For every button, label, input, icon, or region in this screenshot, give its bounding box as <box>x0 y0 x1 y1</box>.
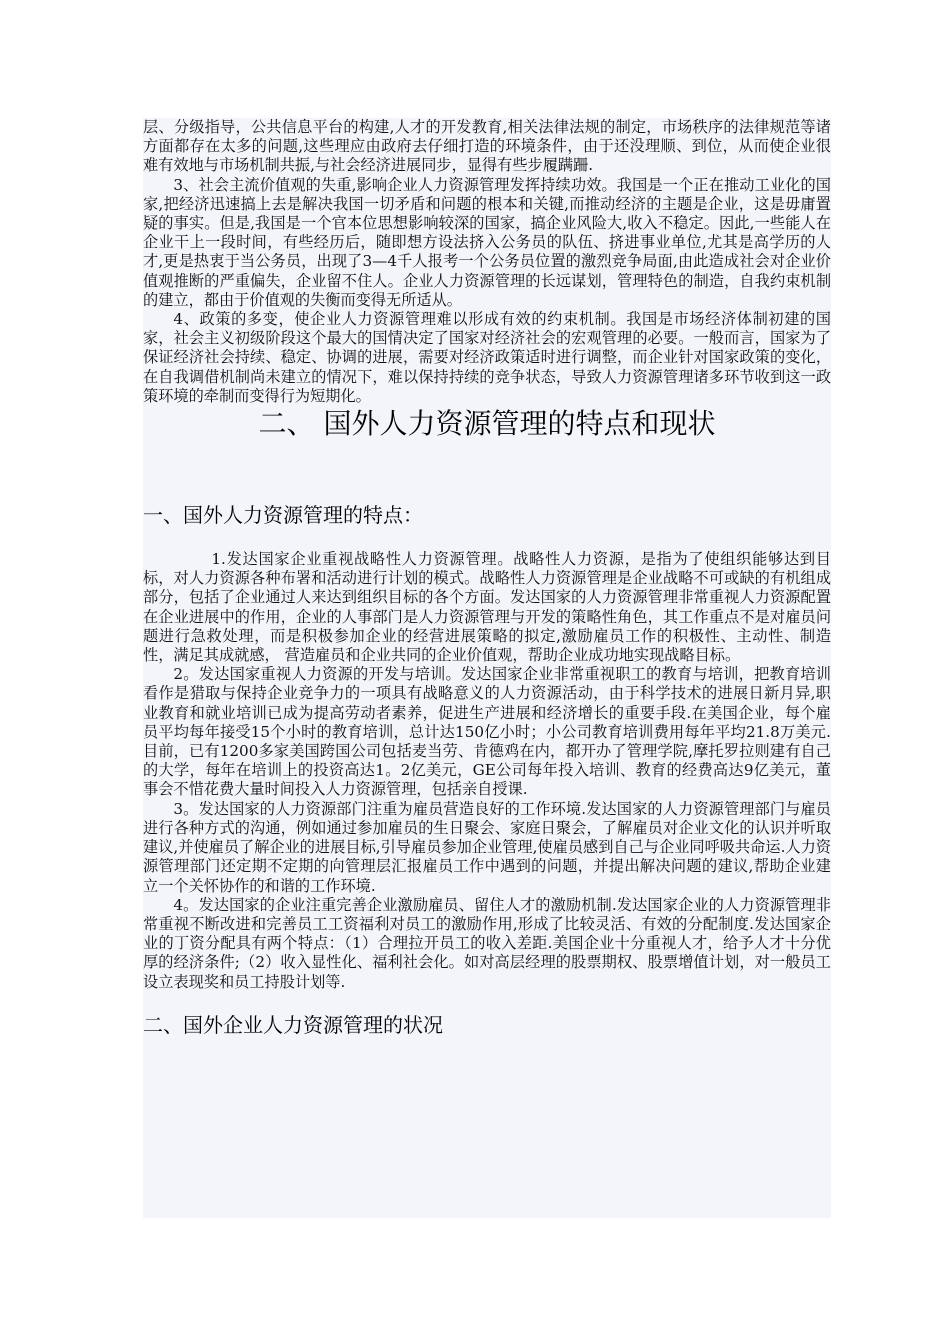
document-body <box>143 118 831 1218</box>
paragraph-policy-changes: 4、政策的多变，使企业人力资源管理难以形成有效的约束机制。我国是市场经济体制初建的国家，社会主义初级阶段这个最大的国情决定了国家对经济社会的宏观管理的必要。一般而言，国家为了保证经济社会持续、稳定、协调的进展，需要对经济政策适时进行调整，而企业针对国家政策的变化，在自我调借机制尚未建立的情况下，难以保持持续的竞争状态，导致人力资源管理诸多环节收到这一政策环境的牵制而变得行为短期化。 <box>143 310 831 405</box>
section1-heading: 一、国外人力资源管理的特点： <box>143 503 423 528</box>
spacer <box>143 992 831 1012</box>
paragraph-government-environment: 层、分级指导，公共信息平台的构建,人才的开发教育,相关法律法规的制定，市场秩序的法律规范等诸方面都存在太多的问题,这些理应由政府去仔细打造的环境条件，由于还没理顺、到位，从而使企业很难有效地与市场机制共振,与社会经济进展同步，显得有些步履蹒跚. <box>143 118 831 175</box>
main-heading: 二、 国外人力资源管理的特点和现状 <box>258 407 716 441</box>
paragraph-training: 2。发达国家重视人力资源的开发与培训。发达国家企业非常重视职工的教育与培训，把教育培训看作是猎取与保持企业竞争力的一项具有战略意义的人力资源活动，由于科学技术的进展日新月异,职业教育和就业培训已成为提高劳动者素养，促进生产进展和经济增长的重要手段.在美国企业，每个雇员平均每年接受15个小时的教育培训，总计达150亿小时；小公司教育培训费用每年平均21.8万美元.目前，已有1200多家美国跨国公司包括麦当劳、肯德鸡在内，都开办了管理学院,摩托罗拉则建有自己的大学，每年在培训上的投资高达1。2亿美元，GE公司每年投入培训、教育的经费高达9亿美元，董事会不惜花费大量时间投入人力资源管理，包括亲自授课. <box>143 665 831 799</box>
paragraph-strategic-hrm: 1.发达国家企业重视战略性人力资源管理。战略性人力资源，是指为了使组织能够达到目标，对人力资源各种布署和活动进行计划的模式。战略性人力资源管理是企业战略不可或缺的有机组成部分，包括了企业通过人来达到组织目标的各个方面。发达国家的人力资源管理非常重视人力资源配置在企业进展中的作用，企业的人事部门是人力资源管理与开发的策略性角色，其工作重点不是对雇员问题进行急救处理，而是积极参加企业的经营进展策略的拟定,激励雇员工作的积极性、主动性、制造性，满足其成就感， 营造雇员和企业共同的企业价值观，帮助企业成功地实现战略目标。 <box>143 550 831 665</box>
spacer <box>143 462 831 502</box>
paragraph-work-environment: 3。发达国家的人力资源部门注重为雇员营造良好的工作环境.发达国家的人力资源管理部门与雇员进行各种方式的沟通，例如通过参加雇员的生日聚会、家庭日聚会，了解雇员对企业文化的认识并听取建议,并使雇员了解企业的进展目标,引导雇员参加企业管理,使雇员感到自己与企业同呼吸共命运.人力资源管理部门还定期不定期的向管理层汇报雇员工作中遇到的问题，并提出解决问题的建议,帮助企业建立一个关怀协作的和谐的工作环境. <box>143 799 831 895</box>
spacer <box>143 528 831 550</box>
paragraph-mainstream-values: 3、社会主流价值观的失重,影响企业人力资源管理发挥持续功效。我国是一个正在推动工业化的国家,把经济迅速搞上去是解决我国一切矛盾和问题的根本和关键,而推动经济的主题是企业，这是毋庸置疑的事实。但是,我国是一个官本位思想影响较深的国家，搞企业风险大,收入不稳定。因此,一些能人在企业干上一段时间，有些经历后，随即想方设法挤入公务员的队伍、挤进事业单位,尤其是高学历的人才,更是热衷于当公务员，出现了3—4千人报考一个公务员位置的激烈竞争局面,由此造成社会对企业价值观推断的严重偏失，企业留不住人。企业人力资源管理的长远谋划，管理特色的制造，自我约束机制的建立，都由于价值观的失衡而变得无所适从。 <box>143 175 831 309</box>
section2-heading: 二、国外企业人力资源管理的状况 <box>143 1012 443 1037</box>
paragraph-incentives: 4。发达国家的企业注重完善企业激励雇员、留住人才的激励机制.发达国家企业的人力资源管理非常重视不断改进和完善员工工资福利对员工的激励作用,形成了比较灵活、有效的分配制度.发达国家企业的丁资分配具有两个特点：（1）合理拉开员工的收入差距.美国企业十分重视人才，给予人才十分优厚的经济条件;（2）收入显性化、福利社会化。如对高层经理的股票期权、股票增值计划，对一般员工设立表现奖和员工持股计划等. <box>143 895 831 991</box>
